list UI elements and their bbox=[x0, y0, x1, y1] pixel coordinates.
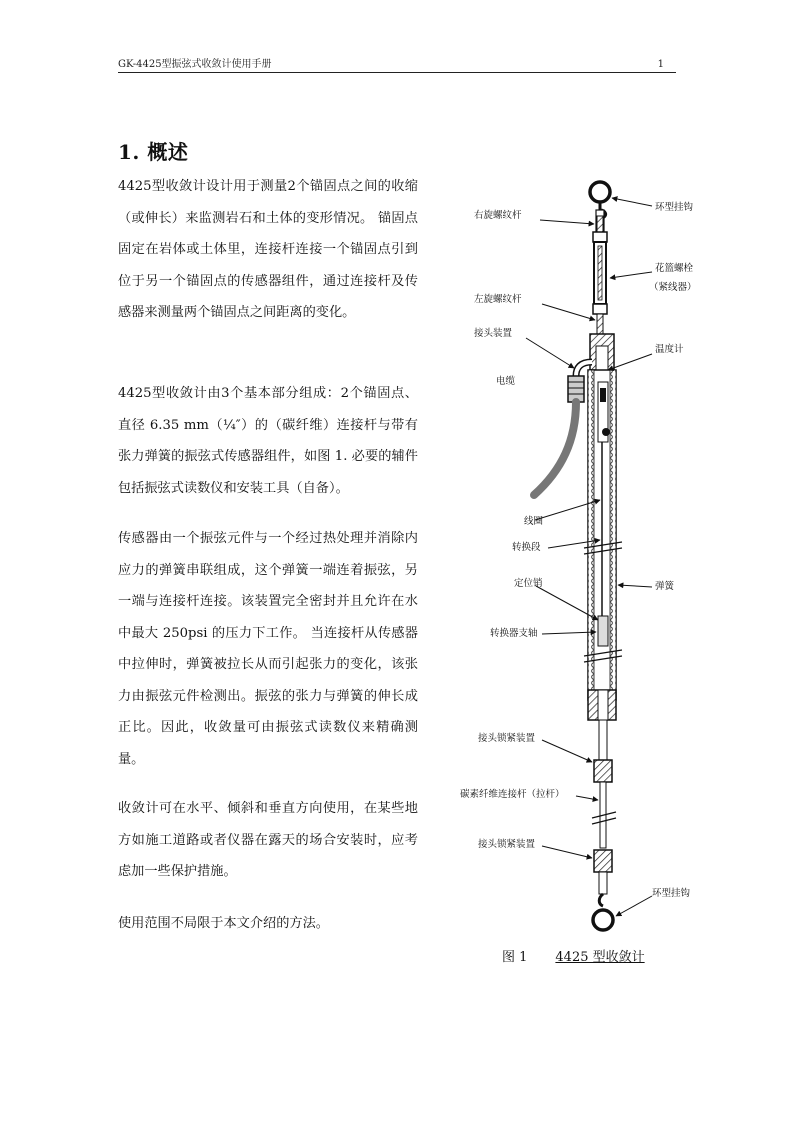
page-header bbox=[118, 58, 676, 73]
label-ring-hook-top: 环型挂钩 bbox=[655, 202, 694, 213]
label-carbon-rod: 碳素纤维连接杆（拉杆） bbox=[460, 789, 565, 800]
label-left-thread-rod: 左旋螺纹杆 bbox=[474, 294, 522, 305]
label-locating-pin: 定位销 bbox=[514, 578, 543, 589]
label-transition: 转换段 bbox=[512, 542, 541, 553]
label-right-thread-rod: 右旋螺纹杆 bbox=[474, 210, 522, 221]
label-turnbuckle-note: （紧线器） bbox=[649, 282, 697, 293]
label-transducer-shaft: 转换器支轴 bbox=[490, 628, 538, 639]
sensor-body bbox=[584, 370, 622, 720]
section-title: 1. 概述 bbox=[118, 140, 189, 164]
extensometer-figure bbox=[430, 170, 730, 950]
caption-name: 4425 型收敛计 bbox=[555, 950, 645, 965]
label-spring: 弹簧 bbox=[655, 581, 675, 592]
label-connector: 接头装置 bbox=[474, 328, 513, 339]
label-ring-hook-bottom: 环型挂钩 bbox=[652, 888, 691, 899]
carbon-rod-assembly bbox=[592, 720, 616, 894]
paragraph-1: 4425型收敛计设计用于测量2个锚固点之间的收缩（或伸长）来监测岩石和土体的变形情况。 锚固点固定在岩体或土体里，连接杆连接一个锚固点引到位于另一个锚固点的传感器组件，通过连接杆及传感器来测量两个锚固点之间距离的变化。 bbox=[118, 179, 418, 320]
label-cable: 电缆 bbox=[496, 376, 516, 387]
label-lock-top: 接头锁紧装置 bbox=[478, 733, 536, 744]
page-number: 1 bbox=[657, 59, 664, 70]
paragraph-4: 收敛计可在水平、倾斜和垂直方向使用，在某些地方如施工道路或者仪器在露天的场合安装时，应考虑加一些保护措施。 bbox=[118, 801, 418, 879]
paragraph-5: 使用范围不局限于本文介绍的方法。 bbox=[118, 916, 329, 931]
label-lock-bottom: 接头锁紧装置 bbox=[478, 839, 536, 850]
caption-number: 图 1 bbox=[502, 950, 528, 965]
label-thermometer: 温度计 bbox=[655, 344, 684, 355]
turnbuckle bbox=[593, 232, 607, 314]
label-coil: 线圈 bbox=[524, 516, 544, 527]
label-turnbuckle: 花篮螺栓 bbox=[655, 263, 694, 274]
left-thread-rod bbox=[597, 314, 603, 334]
paragraph-3: 传感器由一个振弦元件与一个经过热处理并消除内应力的弹簧串联组成，这个弹簧一端连着振弦，另一端与连接杆连接。该装置完全密封并且允许在水中最大 250psi 的压力下工作。 当连接杆从传感器中拉伸时，弹簧被拉长从而引起张力的变化，该张力由振弦元件检测出。振弦的张力与弹簧的伸长成正比。因此，收敛量可由振弦式读数仪来精确测量。 bbox=[118, 531, 418, 767]
header-title: GK-4425型振弦式收敛计使用手册 bbox=[118, 59, 272, 70]
connector-block bbox=[590, 334, 614, 370]
cable-elbow bbox=[534, 362, 592, 495]
figure-caption bbox=[502, 950, 645, 966]
bottom-ring-hook bbox=[593, 894, 613, 930]
paragraph-2: 4425型收敛计由3个基本部分组成：2个锚固点、直径 6.35 mm（¼″）的（碳纤维）连接杆与带有张力弹簧的振弦式传感器组件，如图 1. 必要的辅件包括振弦式读数仪和安装工具（自备）。 bbox=[118, 386, 418, 496]
